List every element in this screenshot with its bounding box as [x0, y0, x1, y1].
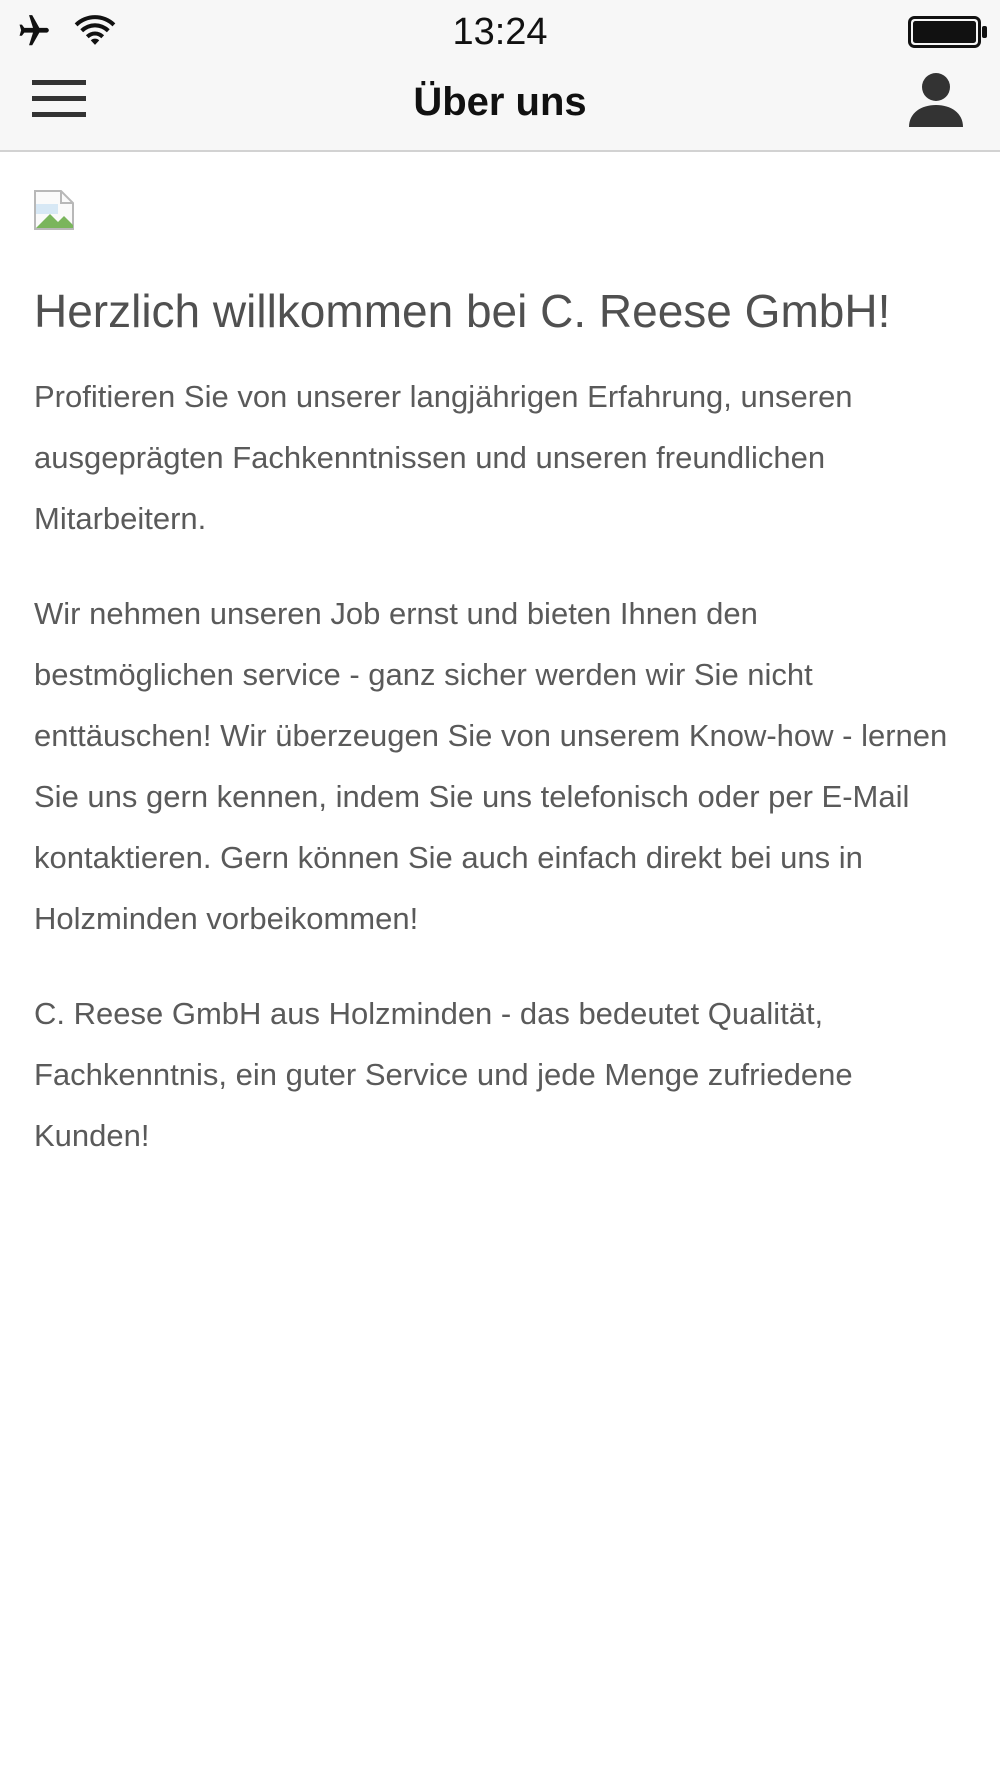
- service-paragraph: Wir nehmen unseren Job ernst und bieten Ihnen den bestmöglichen service - ganz sicher werden wir Sie nicht enttäuschen! Wir überzeugen Sie von unserem Know-how - lernen Sie uns gern kennen, indem Sie uns telefonisch oder per E-Mail kontaktieren. Gern können Sie auch einfach direkt bei uns in Holzminden vorbeikommen!: [34, 596, 948, 936]
- intro-paragraph: Profitieren Sie von unserer langjährigen Erfahrung, unseren ausgeprägten Fachkenntnissen und unseren freundlichen Mitarbeitern.: [34, 379, 853, 536]
- page-title: Über uns: [413, 80, 587, 124]
- battery-icon: [908, 16, 988, 48]
- top-bar: [0, 0, 1000, 152]
- broken-image-icon: [34, 190, 74, 230]
- status-time: 13:24: [452, 11, 548, 53]
- user-icon[interactable]: [904, 70, 968, 130]
- summary-paragraph: C. Reese GmbH aus Holzminden - das bedeutet Qualität, Fachkenntnis, ein guter Service und jede Menge zufriedene Kunden!: [34, 996, 853, 1153]
- welcome-heading: Herzlich willkommen bei C. Reese GmbH!: [34, 285, 891, 337]
- main-content: [34, 152, 966, 1166]
